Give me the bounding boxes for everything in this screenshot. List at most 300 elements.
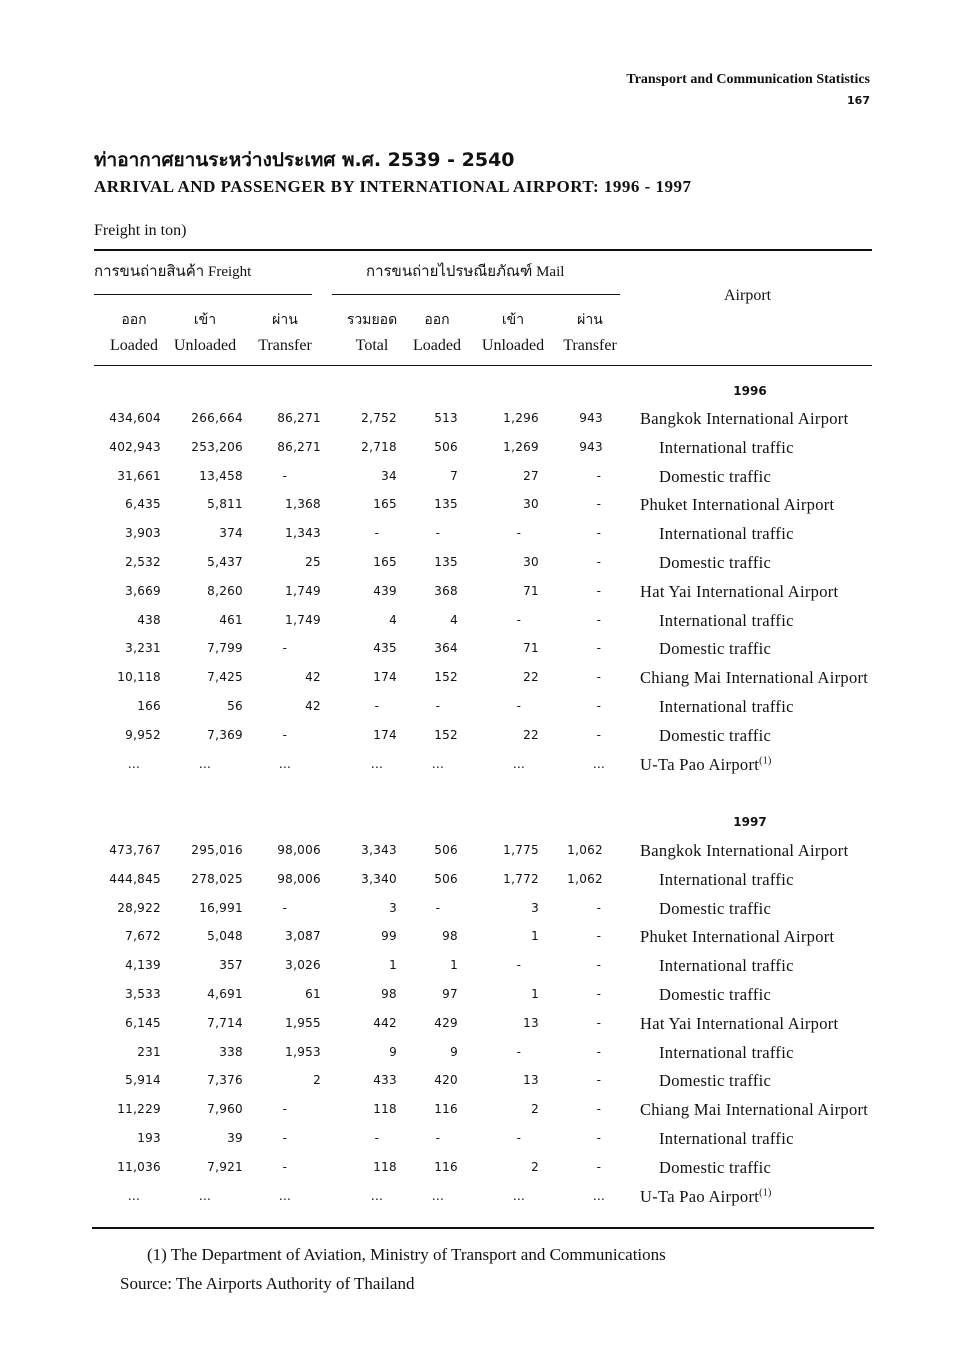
footnote-marker: (1): [759, 755, 772, 767]
cell-mail-loaded: 135: [434, 555, 458, 569]
cell-freight-transfer: -: [282, 1159, 288, 1174]
table-row: [0, 663, 966, 692]
table-row: [0, 1066, 966, 1095]
table-row: [0, 721, 966, 750]
airport-name: [659, 951, 794, 980]
cell-mail-unloaded: 1,296: [503, 411, 539, 425]
cell-mail-transfer: -: [596, 583, 602, 598]
cell-mail-total: 99: [381, 929, 397, 944]
cell-mail-transfer: -: [596, 1159, 602, 1174]
cell-mail-transfer: 943: [579, 439, 603, 454]
cell-freight-loaded: 6,145: [125, 1015, 161, 1030]
running-header: [626, 72, 870, 107]
column-header-mail-unloaded: [473, 308, 553, 358]
cell-freight-loaded: 3,533: [125, 987, 161, 1001]
cell-freight-loaded: 9,952: [125, 727, 161, 742]
airport-name: [640, 663, 868, 692]
running-title: Transport and Communication Statistics: [626, 72, 870, 87]
airport-name: [659, 519, 794, 548]
table-row: [0, 490, 966, 519]
cell-mail-transfer: -: [596, 929, 602, 944]
cell-mail-unloaded: 2: [531, 1159, 539, 1174]
cell-freight-loaded: 11,036: [117, 1159, 161, 1174]
cell-freight-loaded: 3,231: [125, 641, 161, 656]
cell-mail-transfer: -: [596, 900, 602, 915]
cell-mail-unloaded: 71: [523, 641, 539, 656]
airport-name: [640, 577, 838, 606]
cell-freight-transfer: 25: [305, 555, 321, 569]
table-row: [0, 951, 966, 980]
freight-group-rule: [94, 294, 312, 295]
cell-freight-unloaded: ...: [198, 1188, 212, 1203]
airport-label: Chiang Mai International Airport: [640, 1100, 869, 1120]
cell-mail-unloaded: -: [516, 1131, 522, 1145]
airport-label: International traffic: [659, 524, 794, 544]
airport-name: [659, 692, 794, 721]
cell-mail-unloaded: 22: [523, 727, 539, 742]
cell-freight-unloaded: 266,664: [191, 411, 243, 425]
cell-mail-total: 3: [389, 900, 397, 915]
cell-freight-unloaded: 8,260: [207, 583, 243, 598]
unit-note: Freight in ton): [94, 222, 187, 239]
cell-mail-transfer: -: [596, 987, 602, 1001]
cell-mail-total: -: [374, 699, 380, 713]
airport-label: International traffic: [659, 697, 794, 716]
cell-freight-unloaded: 56: [227, 699, 243, 713]
cell-mail-loaded: 513: [434, 411, 458, 425]
table-row: [0, 433, 966, 462]
cell-freight-loaded: 6,435: [125, 497, 161, 512]
cell-mail-total: 165: [373, 497, 397, 512]
airport-column-header: Airport: [724, 287, 772, 304]
cell-freight-unloaded: 7,376: [207, 1073, 243, 1088]
cell-freight-transfer: -: [282, 1102, 288, 1117]
cell-mail-unloaded: 13: [523, 1015, 539, 1030]
cell-mail-loaded: 506: [434, 439, 458, 454]
cell-freight-unloaded: 338: [219, 1044, 243, 1059]
cell-freight-loaded: 402,943: [109, 439, 161, 454]
column-header-freight-unloaded: [165, 308, 245, 358]
table-row: [0, 894, 966, 923]
airport-name: [640, 1009, 838, 1038]
cell-mail-total: -: [374, 1131, 380, 1145]
cell-freight-loaded: 438: [137, 612, 161, 627]
table-row: [0, 1182, 966, 1211]
airport-name: [659, 462, 771, 491]
table-row: [0, 519, 966, 548]
cell-freight-transfer: -: [282, 468, 288, 483]
cell-mail-transfer: -: [596, 526, 602, 541]
cell-mail-transfer: -: [596, 497, 602, 512]
airport-name: [640, 404, 849, 433]
cell-freight-transfer: 1,749: [285, 583, 321, 598]
column-header-thai: เข้า: [193, 312, 217, 328]
cell-freight-transfer: -: [282, 1131, 288, 1145]
cell-mail-transfer: 1,062: [567, 843, 603, 857]
cell-mail-unloaded: 27: [523, 468, 539, 483]
cell-mail-transfer: -: [596, 1131, 602, 1145]
cell-freight-loaded: 4,139: [125, 958, 161, 973]
table-row: [0, 750, 966, 779]
cell-mail-unloaded: 1,772: [503, 871, 539, 886]
airport-label: Domestic traffic: [659, 985, 772, 1004]
group-header-freight: การขนถ่ายสินค้า Freight: [94, 264, 252, 280]
airport-label: International traffic: [659, 956, 794, 976]
cell-mail-loaded: 9: [450, 1044, 458, 1059]
cell-mail-transfer: -: [596, 1102, 602, 1117]
cell-freight-unloaded: 278,025: [191, 871, 243, 886]
column-header-english: Total: [355, 337, 389, 354]
cell-freight-transfer: 61: [305, 987, 321, 1001]
cell-mail-loaded: ...: [431, 756, 445, 771]
cell-mail-unloaded: 1,269: [503, 439, 539, 454]
cell-mail-total: 2,718: [361, 439, 397, 454]
cell-freight-unloaded: 13,458: [199, 468, 243, 483]
cell-freight-unloaded: 357: [219, 958, 243, 973]
cell-freight-unloaded: 39: [227, 1131, 243, 1145]
table-bottom-rule: [92, 1227, 874, 1229]
cell-mail-loaded: -: [435, 1131, 441, 1145]
cell-mail-unloaded: -: [516, 958, 522, 973]
column-header-english: Transfer: [563, 337, 617, 354]
column-header-freight-loaded: [94, 308, 174, 358]
cell-freight-transfer: 86,271: [277, 439, 321, 454]
cell-freight-unloaded: ...: [198, 756, 212, 771]
cell-freight-transfer: -: [282, 727, 288, 742]
airport-label: Bangkok International Airport: [640, 841, 849, 860]
cell-mail-transfer: -: [596, 727, 602, 742]
footnote-marker: (1): [759, 1187, 772, 1199]
airport-label: Phuket International Airport: [640, 927, 835, 947]
table-row: [0, 462, 966, 491]
column-header-english: Unloaded: [173, 337, 237, 354]
airport-label: International traffic: [659, 1042, 794, 1062]
column-header-mail-transfer: [550, 308, 630, 358]
airport-name: [640, 1095, 868, 1124]
cell-mail-transfer: -: [596, 555, 602, 569]
airport-name: [640, 1182, 772, 1211]
cell-mail-transfer: -: [596, 1073, 602, 1088]
cell-freight-transfer: 86,271: [277, 411, 321, 425]
airport-name: [659, 634, 771, 663]
airport-name: [640, 836, 849, 865]
cell-mail-unloaded: -: [516, 526, 522, 541]
cell-mail-unloaded: 1: [531, 929, 539, 944]
cell-freight-unloaded: 7,714: [207, 1015, 243, 1030]
cell-mail-unloaded: 3: [531, 900, 539, 915]
cell-freight-loaded: ...: [127, 756, 141, 771]
cell-freight-unloaded: 7,960: [207, 1102, 243, 1117]
cell-mail-transfer: ...: [592, 756, 606, 771]
airport-name: [659, 433, 794, 462]
cell-mail-loaded: 1: [450, 958, 458, 973]
cell-mail-loaded: ...: [431, 1188, 445, 1203]
cell-freight-transfer: 98,006: [277, 843, 321, 857]
airport-label: Domestic traffic: [659, 466, 772, 486]
table-row: [0, 1153, 966, 1182]
cell-mail-transfer: ...: [592, 1188, 606, 1203]
cell-freight-unloaded: 5,048: [207, 929, 243, 944]
cell-mail-transfer: 943: [579, 411, 603, 425]
airport-label: Domestic traffic: [659, 639, 772, 659]
cell-freight-unloaded: 16,991: [199, 900, 243, 915]
airport-name: [640, 750, 772, 779]
cell-freight-transfer: 42: [305, 699, 321, 713]
cell-freight-unloaded: 295,016: [191, 843, 243, 857]
cell-freight-transfer: -: [282, 900, 288, 915]
footnote: (1) The Department of Aviation, Ministry of Transport and Communications: [147, 1245, 666, 1264]
cell-mail-loaded: -: [435, 526, 441, 541]
cell-mail-unloaded: 30: [523, 497, 539, 512]
table-row: [0, 836, 966, 865]
table-row: [0, 865, 966, 894]
column-header-thai: ผ่าน: [272, 312, 298, 328]
cell-mail-total: 435: [373, 641, 397, 656]
cell-mail-total: 3,343: [361, 843, 397, 857]
cell-mail-unloaded: 71: [523, 583, 539, 598]
cell-mail-unloaded: -: [516, 612, 522, 627]
cell-mail-unloaded: 1: [531, 987, 539, 1001]
cell-freight-transfer: -: [282, 641, 288, 656]
cell-mail-loaded: 420: [434, 1073, 458, 1088]
cell-mail-total: 3,340: [361, 871, 397, 886]
year-heading: 1996: [733, 384, 767, 398]
airport-label: International traffic: [659, 1129, 794, 1148]
column-header-english: Loaded: [110, 337, 158, 354]
cell-freight-loaded: 5,914: [125, 1073, 161, 1088]
table-row: [0, 548, 966, 577]
column-header-english: Unloaded: [481, 337, 545, 354]
cell-mail-total: 174: [373, 727, 397, 742]
airport-label: International traffic: [659, 869, 794, 889]
table-row: [0, 404, 966, 433]
cell-mail-loaded: 116: [434, 1102, 458, 1117]
cell-freight-unloaded: 7,921: [207, 1159, 243, 1174]
cell-freight-transfer: 1,955: [285, 1015, 321, 1030]
cell-mail-loaded: -: [435, 900, 441, 915]
cell-mail-loaded: 368: [434, 583, 458, 598]
cell-freight-loaded: 444,845: [109, 871, 161, 886]
cell-mail-total: 433: [373, 1073, 397, 1088]
airport-name: [659, 894, 771, 923]
cell-freight-transfer: 1,343: [285, 526, 321, 541]
cell-freight-loaded: 10,118: [117, 670, 161, 685]
table-row: [0, 1095, 966, 1124]
cell-mail-loaded: 4: [450, 612, 458, 627]
cell-mail-total: 1: [389, 958, 397, 973]
cell-freight-loaded: 7,672: [125, 929, 161, 944]
cell-freight-unloaded: 461: [219, 612, 243, 627]
cell-mail-total: 98: [381, 987, 397, 1001]
cell-freight-transfer: 2: [313, 1073, 321, 1088]
table-row: [0, 634, 966, 663]
source-note: Source: The Airports Authority of Thailand: [120, 1274, 415, 1293]
column-header-freight-transfer: [245, 308, 325, 358]
table-row: [0, 692, 966, 721]
airport-label: U-Ta Pao Airport: [640, 1186, 760, 1206]
cell-freight-loaded: 31,661: [117, 468, 161, 483]
cell-mail-loaded: 506: [434, 871, 458, 886]
cell-mail-loaded: 7: [450, 468, 458, 483]
cell-mail-loaded: 135: [434, 497, 458, 512]
cell-freight-unloaded: 7,799: [207, 641, 243, 656]
cell-mail-loaded: 98: [442, 929, 458, 944]
cell-mail-transfer: 1,062: [567, 871, 603, 886]
cell-mail-total: ...: [370, 756, 384, 771]
cell-mail-transfer: -: [596, 641, 602, 656]
airport-label: International traffic: [659, 610, 794, 630]
column-header-thai: รวมยอด: [346, 312, 398, 328]
header-bottom-rule: [94, 365, 872, 366]
airport-label: Domestic traffic: [659, 725, 772, 745]
cell-freight-loaded: 3,903: [125, 526, 161, 541]
column-header-mail-loaded: [397, 308, 477, 358]
airport-name: [659, 606, 794, 635]
airport-label: Hat Yai International Airport: [640, 581, 839, 601]
cell-freight-transfer: 1,368: [285, 497, 321, 512]
table-row: [0, 922, 966, 951]
cell-mail-unloaded: ...: [512, 1188, 526, 1203]
cell-freight-loaded: 2,532: [125, 555, 161, 569]
cell-freight-loaded: 193: [137, 1131, 161, 1145]
cell-mail-total: 9: [389, 1044, 397, 1059]
cell-freight-unloaded: 253,206: [191, 439, 243, 454]
airport-label: Domestic traffic: [659, 553, 772, 572]
airport-name: [640, 490, 834, 519]
cell-freight-loaded: ...: [127, 1188, 141, 1203]
cell-freight-loaded: 11,229: [117, 1102, 161, 1117]
airport-name: [659, 548, 771, 577]
cell-freight-unloaded: 5,811: [207, 497, 243, 512]
cell-freight-loaded: 3,669: [125, 583, 161, 598]
group-header-mail: การขนถ่ายไปรษณียภัณฑ์ Mail: [366, 264, 565, 280]
cell-mail-transfer: -: [596, 1044, 602, 1059]
table-row: [0, 1009, 966, 1038]
cell-freight-transfer: 3,026: [285, 958, 321, 973]
airport-label: U-Ta Pao Airport: [640, 754, 760, 774]
column-header-thai: ผ่าน: [577, 312, 603, 328]
cell-mail-loaded: 364: [434, 641, 458, 656]
title-english: ARRIVAL AND PASSENGER BY INTERNATIONAL AIRPORT: 1996 - 1997: [94, 177, 692, 196]
cell-mail-unloaded: 1,775: [503, 843, 539, 857]
cell-freight-unloaded: 374: [219, 526, 243, 541]
cell-mail-loaded: 152: [434, 670, 458, 685]
cell-freight-loaded: 28,922: [117, 900, 161, 915]
cell-mail-unloaded: -: [516, 1044, 522, 1059]
cell-freight-loaded: 434,604: [109, 411, 161, 425]
cell-mail-transfer: -: [596, 670, 602, 685]
column-header-english: Transfer: [258, 337, 312, 354]
cell-mail-transfer: -: [596, 612, 602, 627]
cell-mail-transfer: -: [596, 1015, 602, 1030]
airport-label: Domestic traffic: [659, 1071, 772, 1091]
cell-mail-unloaded: 22: [523, 670, 539, 685]
cell-freight-unloaded: 5,437: [207, 555, 243, 569]
airport-label: Chiang Mai International Airport: [640, 668, 869, 688]
column-header-thai: ออก: [121, 312, 147, 328]
cell-mail-unloaded: -: [516, 699, 522, 713]
cell-mail-loaded: 506: [434, 843, 458, 857]
cell-freight-unloaded: 4,691: [207, 987, 243, 1001]
cell-mail-total: 442: [373, 1015, 397, 1030]
cell-mail-loaded: -: [435, 699, 441, 713]
cell-mail-transfer: -: [596, 468, 602, 483]
cell-freight-loaded: 473,767: [109, 843, 161, 857]
column-header-thai: เข้า: [501, 312, 525, 328]
cell-mail-transfer: -: [596, 699, 602, 713]
cell-freight-loaded: 231: [137, 1044, 161, 1059]
airport-label: Hat Yai International Airport: [640, 1013, 839, 1033]
cell-freight-transfer: 42: [305, 670, 321, 685]
cell-mail-unloaded: ...: [512, 756, 526, 771]
cell-mail-unloaded: 2: [531, 1102, 539, 1117]
cell-mail-total: 174: [373, 670, 397, 685]
title-thai: ท่าอากาศยานระหว่างประเทศ พ.ศ. 2539 - 2540: [94, 149, 515, 171]
cell-mail-total: 34: [381, 468, 397, 483]
cell-mail-unloaded: 13: [523, 1073, 539, 1088]
cell-mail-transfer: -: [596, 958, 602, 973]
airport-name: [659, 1153, 771, 1182]
cell-mail-total: 2,752: [361, 411, 397, 425]
airport-label: Domestic traffic: [659, 1157, 772, 1177]
cell-mail-total: 165: [373, 555, 397, 569]
table-row: [0, 1038, 966, 1067]
mail-group-rule: [332, 294, 620, 295]
cell-mail-unloaded: 30: [523, 555, 539, 569]
cell-freight-transfer: ...: [278, 756, 292, 771]
cell-mail-loaded: 152: [434, 727, 458, 742]
cell-freight-transfer: 1,953: [285, 1044, 321, 1059]
cell-mail-total: ...: [370, 1188, 384, 1203]
cell-freight-transfer: ...: [278, 1188, 292, 1203]
airport-name: [659, 865, 794, 894]
year-heading: 1997: [733, 815, 767, 829]
page-number: 167: [847, 94, 870, 107]
airport-name: [659, 980, 771, 1009]
airport-name: [659, 1124, 794, 1153]
airport-name: [640, 922, 834, 951]
cell-freight-unloaded: 7,369: [207, 727, 243, 742]
cell-mail-loaded: 97: [442, 987, 458, 1001]
airport-label: Bangkok International Airport: [640, 409, 849, 428]
column-header-thai: ออก: [424, 312, 450, 328]
cell-mail-total: 439: [373, 583, 397, 598]
table-row: [0, 980, 966, 1009]
airport-name: [659, 721, 771, 750]
cell-mail-loaded: 116: [434, 1159, 458, 1174]
airport-label: International traffic: [659, 437, 794, 457]
cell-freight-transfer: 1,749: [285, 612, 321, 627]
table-row: [0, 1124, 966, 1153]
airport-name: [659, 1038, 794, 1067]
cell-mail-total: 4: [389, 612, 397, 627]
cell-mail-loaded: 429: [434, 1015, 458, 1030]
airport-label: Phuket International Airport: [640, 495, 835, 515]
cell-freight-transfer: 98,006: [277, 871, 321, 886]
cell-mail-total: -: [374, 526, 380, 541]
cell-freight-unloaded: 7,425: [207, 670, 243, 685]
cell-mail-total: 118: [373, 1102, 397, 1117]
table-row: [0, 606, 966, 635]
cell-freight-transfer: 3,087: [285, 929, 321, 944]
table-top-rule: [94, 249, 872, 251]
cell-freight-loaded: 166: [137, 699, 161, 713]
airport-name: [659, 1066, 771, 1095]
airport-label: Domestic traffic: [659, 898, 772, 918]
cell-mail-total: 118: [373, 1159, 397, 1174]
table-row: [0, 577, 966, 606]
column-header-english: Loaded: [413, 337, 461, 354]
